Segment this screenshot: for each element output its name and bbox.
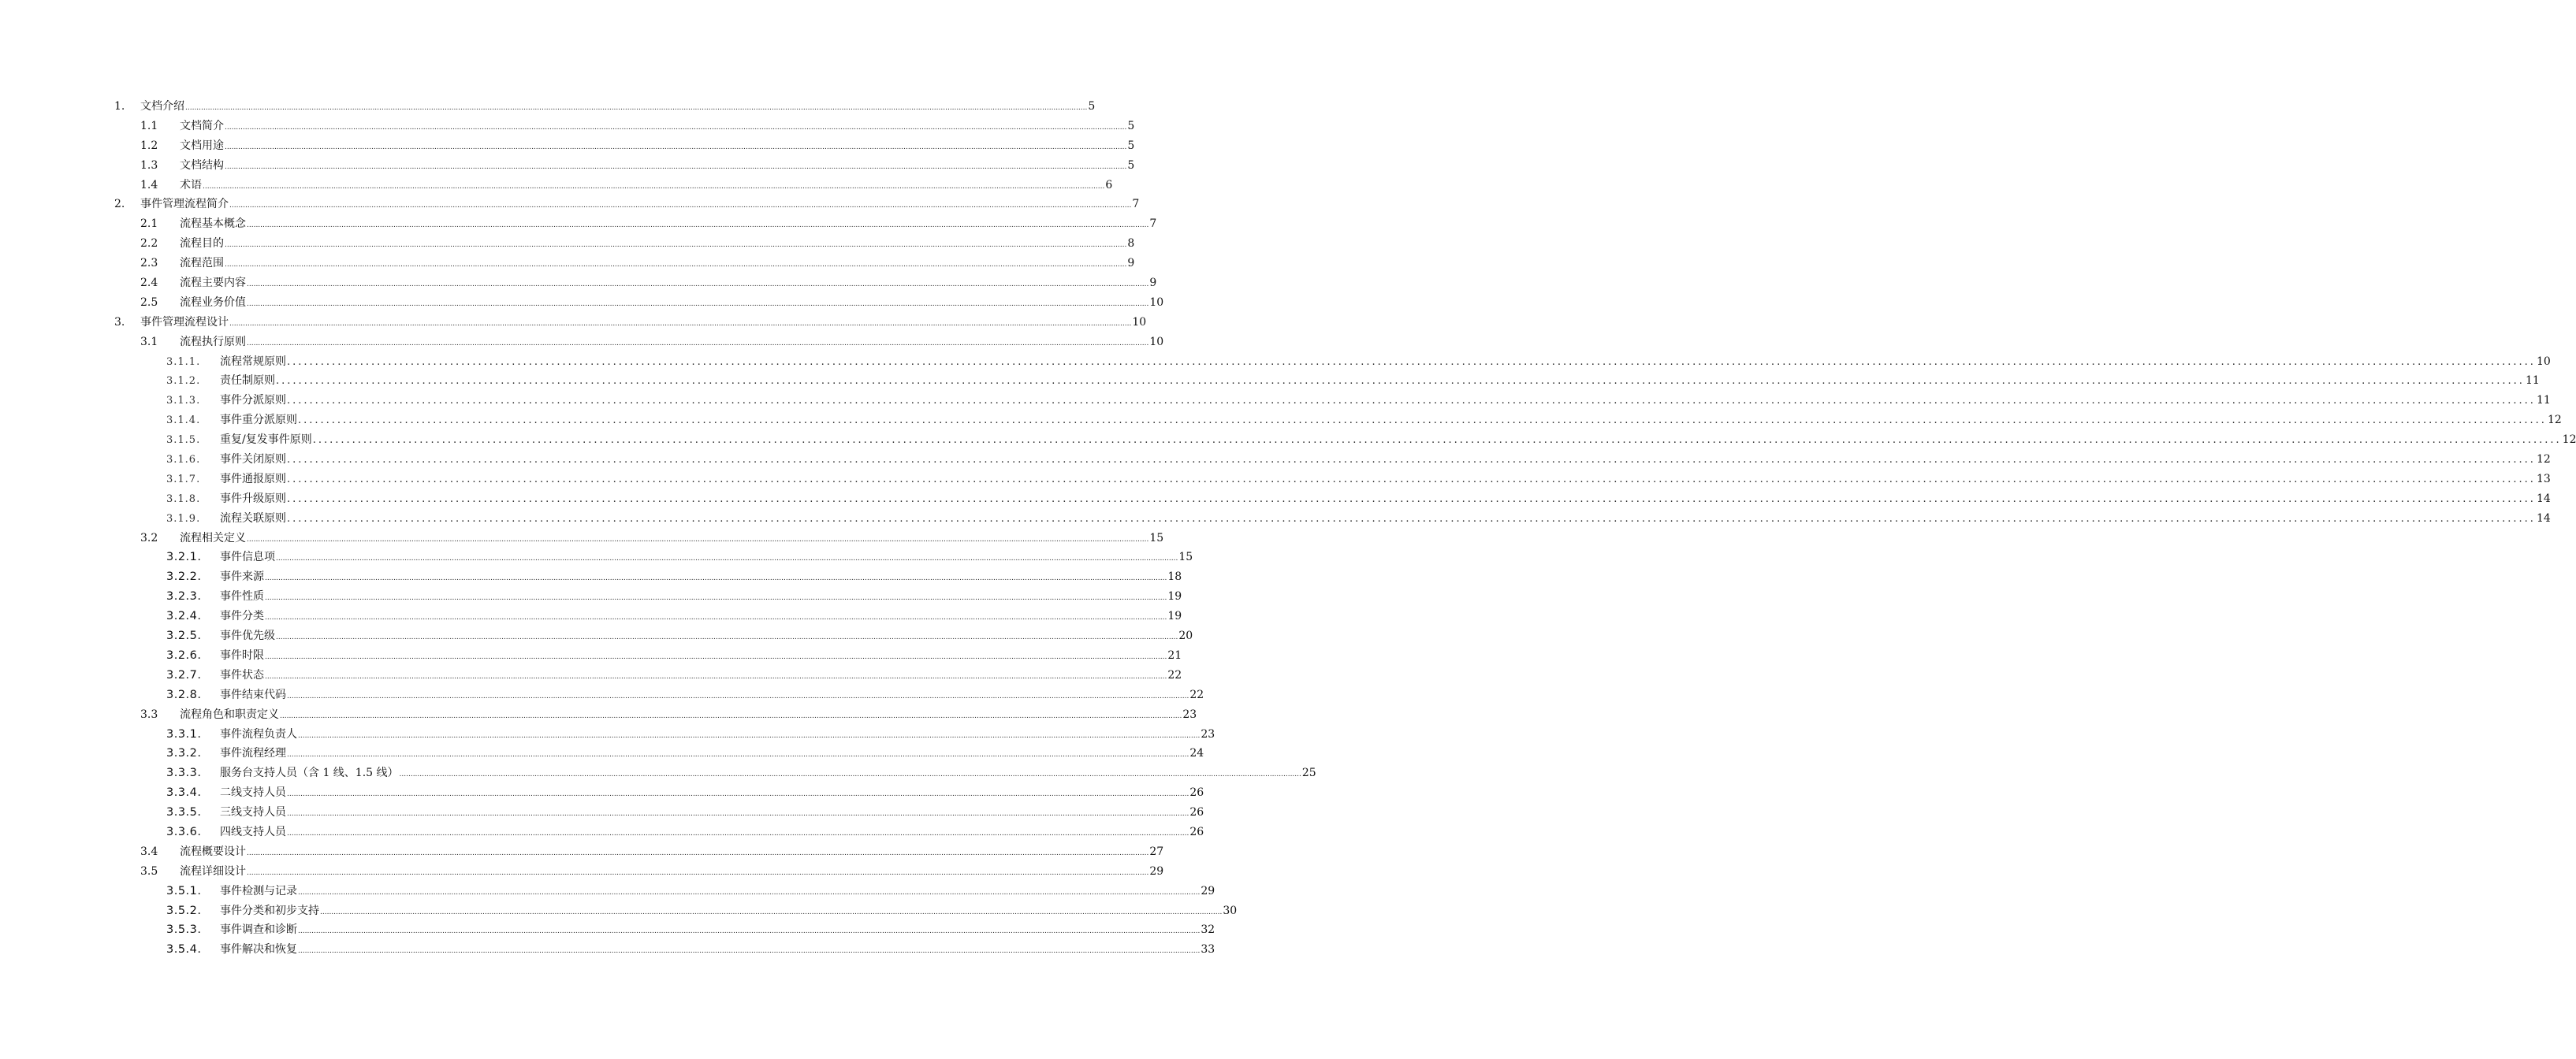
toc-entry-title: 流程关联原则: [220, 511, 286, 525]
toc-entry-title: 重复/复发事件原则: [220, 433, 312, 447]
toc-entry[interactable]: [114, 882, 1215, 902]
toc-entry-number: 3.2.2.: [166, 570, 202, 584]
toc-entry-title: 事件升级原则: [220, 492, 286, 505]
toc-entry-number: 3.1.3.: [166, 395, 201, 407]
toc-dot-leader: ................................................................................................................................................................................................................................................................................................................................................................................................................: [287, 395, 2536, 407]
toc-dot-leader: ................................................................................................................................................................................................................................................................................................................................................................................................................: [203, 182, 1105, 191]
toc-entry-number: 3.2.1.: [166, 551, 202, 564]
toc-entry-title: 事件分类和初步支持: [220, 904, 319, 917]
toc-entry-page: 12: [2547, 414, 2562, 427]
toc-entry-page: 15: [1178, 551, 1193, 564]
toc-entry-title: 事件状态: [220, 668, 264, 682]
toc-entry-page: 9: [1127, 257, 1135, 270]
toc-entry[interactable]: [114, 568, 1182, 588]
toc-entry[interactable]: [114, 294, 1164, 314]
toc-entry-title: 流程概要设计: [180, 845, 246, 858]
toc-dot-leader: ................................................................................................................................................................................................................................................................................................................................................................................................................: [287, 692, 1189, 700]
toc-entry-number: 3.2.7.: [166, 668, 202, 682]
toc-entry-number: 2.5: [140, 295, 158, 309]
toc-dot-leader: ................................................................................................................................................................................................................................................................................................................................................................................................................: [287, 512, 2536, 525]
toc-entry-page: 12: [2562, 433, 2576, 447]
toc-entry-title: 二线支持人员: [220, 786, 286, 800]
toc-dot-leader: ................................................................................................................................................................................................................................................................................................................................................................................................................: [225, 123, 1127, 132]
toc-entry-number: 3.2.8.: [166, 688, 202, 701]
toc-dot-leader: ................................................................................................................................................................................................................................................................................................................................................................................................................: [280, 712, 1182, 720]
toc-entry-page: 7: [1149, 217, 1157, 231]
toc-entry-page: 11: [2536, 394, 2551, 407]
toc-entry-number: 3.1.2.: [166, 375, 201, 388]
toc-entry[interactable]: [114, 608, 1182, 627]
toc-dot-leader: ................................................................................................................................................................................................................................................................................................................................................................................................................: [265, 672, 1167, 681]
toc-dot-leader: ................................................................................................................................................................................................................................................................................................................................................................................................................: [276, 634, 1178, 642]
toc-entry-title: 事件管理流程设计: [140, 315, 229, 329]
toc-entry-title: 流程主要内容: [180, 277, 246, 290]
toc-entry[interactable]: [114, 431, 2576, 451]
toc-entry-title: 三线支持人员: [220, 806, 286, 819]
toc-entry-page: 14: [2536, 492, 2551, 505]
toc-entry-page: 5: [1127, 139, 1135, 152]
toc-dot-leader: ................................................................................................................................................................................................................................................................................................................................................................................................................: [287, 355, 2536, 368]
toc-entry-page: 5: [1127, 119, 1135, 132]
toc-entry[interactable]: [114, 863, 1164, 882]
toc-entry-page: 5: [1127, 158, 1135, 172]
toc-entry[interactable]: [114, 784, 1204, 804]
toc-entry-title: 流程详细设计: [180, 864, 246, 878]
toc-dot-leader: ................................................................................................................................................................................................................................................................................................................................................................................................................: [247, 299, 1149, 308]
toc-entry[interactable]: [114, 451, 2551, 470]
toc-entry[interactable]: [114, 548, 1193, 568]
toc-entry-number: 1.1: [140, 119, 158, 132]
toc-entry-title: 事件检测与记录: [220, 884, 297, 897]
toc-dot-leader: ................................................................................................................................................................................................................................................................................................................................................................................................................: [312, 434, 2562, 447]
toc-entry-title: 文档结构: [180, 158, 224, 172]
toc-entry-title: 文档介绍: [140, 100, 184, 113]
toc-entry-title: 事件流程经理: [220, 747, 286, 760]
toc-entry-page: 23: [1201, 727, 1215, 741]
toc-entry-title: 流程基本概念: [180, 217, 246, 231]
toc-entry-title: 流程目的: [180, 237, 224, 251]
toc-dot-leader: ................................................................................................................................................................................................................................................................................................................................................................................................................: [287, 829, 1189, 838]
toc-entry[interactable]: [114, 902, 1238, 922]
toc-dot-leader: ................................................................................................................................................................................................................................................................................................................................................................................................................: [265, 614, 1167, 622]
toc-entry-title: 文档简介: [180, 119, 224, 132]
toc-dot-leader: ................................................................................................................................................................................................................................................................................................................................................................................................................: [225, 261, 1127, 269]
toc-entry-page: 22: [1167, 668, 1182, 682]
toc-entry-title: 事件流程负责人: [220, 727, 297, 741]
toc-dot-leader: ................................................................................................................................................................................................................................................................................................................................................................................................................: [225, 162, 1127, 171]
toc-dot-leader: ................................................................................................................................................................................................................................................................................................................................................................................................................: [265, 652, 1167, 661]
toc-entry-page: 12: [2536, 453, 2551, 466]
toc-entry-number: 3.3.4.: [166, 786, 202, 800]
toc-entry-page: 23: [1182, 708, 1197, 721]
toc-entry-number: 3.3.6.: [166, 825, 202, 838]
toc-entry-page: 11: [2525, 374, 2540, 388]
toc-dot-leader: ................................................................................................................................................................................................................................................................................................................................................................................................................: [247, 535, 1149, 544]
toc-entry-number: 3.5: [140, 864, 158, 878]
toc-dot-leader: ................................................................................................................................................................................................................................................................................................................................................................................................................: [247, 221, 1149, 230]
toc-entry[interactable]: [114, 235, 1135, 255]
toc-entry-number: 3.2: [140, 531, 158, 544]
toc-entry-title: 流程业务价值: [180, 295, 246, 309]
toc-dot-leader: ................................................................................................................................................................................................................................................................................................................................................................................................................: [287, 454, 2536, 466]
toc-dot-leader: ................................................................................................................................................................................................................................................................................................................................................................................................................: [298, 731, 1201, 740]
toc-entry-title: 事件解决和恢复: [220, 943, 297, 957]
toc-entry-title: 流程执行原则: [180, 335, 246, 348]
toc-dot-leader: ................................................................................................................................................................................................................................................................................................................................................................................................................: [229, 319, 1132, 328]
toc-entry-page: 21: [1167, 648, 1182, 662]
toc-entry-number: 3.1.6.: [166, 454, 201, 466]
toc-entry-page: 9: [1149, 277, 1157, 290]
toc-entry[interactable]: [114, 215, 1157, 235]
toc-entry-title: 事件管理流程简介: [140, 198, 229, 211]
toc-dot-leader: ................................................................................................................................................................................................................................................................................................................................................................................................................: [399, 771, 1301, 779]
toc-entry-number: 2.4: [140, 277, 158, 290]
toc-entry[interactable]: [114, 764, 1316, 784]
toc-dot-leader: ................................................................................................................................................................................................................................................................................................................................................................................................................: [298, 414, 2547, 427]
toc-entry-number: 3.1.5.: [166, 434, 201, 447]
toc-entry[interactable]: [114, 823, 1204, 843]
toc-entry-number: 3.1.8.: [166, 492, 201, 505]
toc-entry[interactable]: [114, 490, 2551, 510]
toc-entry-page: 24: [1189, 747, 1204, 760]
toc-entry[interactable]: [114, 667, 1182, 686]
toc-entry-number: 3.1: [140, 335, 158, 348]
toc-entry-number: 2.2: [140, 237, 158, 251]
toc-entry[interactable]: [114, 117, 1135, 137]
toc-entry-number: 3.2.3.: [166, 590, 202, 604]
toc-entry[interactable]: [114, 411, 2562, 431]
toc-dot-leader: ................................................................................................................................................................................................................................................................................................................................................................................................................: [276, 375, 2525, 388]
toc-entry-page: 10: [2536, 355, 2551, 368]
toc-dot-leader: ................................................................................................................................................................................................................................................................................................................................................................................................................: [247, 868, 1149, 877]
toc-entry-page: 10: [1149, 335, 1164, 348]
toc-entry-title: 流程角色和职责定义: [180, 708, 279, 721]
toc-entry-title: 事件分派原则: [220, 394, 286, 407]
toc-entry-page: 32: [1201, 923, 1215, 937]
toc-dot-leader: ................................................................................................................................................................................................................................................................................................................................................................................................................: [247, 339, 1149, 347]
toc-entry-title: 事件来源: [220, 570, 264, 584]
toc-entry-number: 3.5.4.: [166, 943, 202, 957]
toc-entry[interactable]: [114, 372, 2540, 392]
toc-entry-page: 29: [1201, 884, 1215, 897]
toc-dot-leader: ................................................................................................................................................................................................................................................................................................................................................................................................................: [287, 473, 2536, 485]
toc-entry[interactable]: [114, 745, 1204, 764]
toc-dot-leader: ................................................................................................................................................................................................................................................................................................................................................................................................................: [287, 751, 1189, 760]
toc-entry[interactable]: [114, 510, 2551, 530]
toc-entry-page: 15: [1149, 531, 1164, 544]
toc-entry-number: 3.1.9.: [166, 512, 201, 525]
toc-dot-leader: ................................................................................................................................................................................................................................................................................................................................................................................................................: [247, 281, 1149, 289]
toc-entry-page: 6: [1105, 178, 1113, 191]
toc-entry-number: 1.: [114, 100, 125, 113]
toc-entry-number: 3.4: [140, 845, 158, 858]
toc-entry-page: 18: [1167, 570, 1182, 584]
toc-entry[interactable]: [114, 726, 1215, 745]
toc-entry-number: 2.1: [140, 217, 158, 231]
toc-dot-leader: ................................................................................................................................................................................................................................................................................................................................................................................................................: [287, 810, 1189, 819]
toc-entry[interactable]: [114, 137, 1135, 157]
toc-entry-title: 责任制原则: [220, 374, 275, 388]
toc-entry-title: 服务台支持人员（含 1 线、1.5 线）: [220, 767, 399, 780]
toc-entry[interactable]: [114, 157, 1135, 176]
toc-entry-page: 14: [2536, 511, 2551, 525]
toc-entry-title: 事件信息项: [220, 551, 275, 564]
toc-entry-page: 7: [1132, 198, 1140, 211]
toc-entry-number: 3.5.1.: [166, 884, 202, 897]
toc-entry-number: 3.3.5.: [166, 806, 202, 819]
toc-entry-number: 2.: [114, 198, 125, 211]
toc-entry[interactable]: [114, 98, 1096, 117]
toc-entry-title: 事件重分派原则: [220, 414, 297, 427]
toc-dot-leader: ................................................................................................................................................................................................................................................................................................................................................................................................................: [320, 908, 1223, 916]
toc-dot-leader: ................................................................................................................................................................................................................................................................................................................................................................................................................: [276, 555, 1178, 563]
toc-entry-page: 10: [1149, 295, 1164, 309]
toc-dot-leader: ................................................................................................................................................................................................................................................................................................................................................................................................................: [229, 202, 1132, 210]
toc-entry-title: 文档用途: [180, 139, 224, 152]
toc-entry-page: 19: [1167, 610, 1182, 623]
toc-entry-number: 3.3: [140, 708, 158, 721]
toc-entry-title: 四线支持人员: [220, 825, 286, 838]
toc-dot-leader: ................................................................................................................................................................................................................................................................................................................................................................................................................: [265, 594, 1167, 603]
toc-entry-title: 术语: [180, 178, 202, 191]
toc-dot-leader: ................................................................................................................................................................................................................................................................................................................................................................................................................: [265, 574, 1167, 583]
toc-dot-leader: ................................................................................................................................................................................................................................................................................................................................................................................................................: [287, 492, 2536, 505]
toc-entry-number: 3.5.2.: [166, 904, 202, 917]
toc-dot-leader: ................................................................................................................................................................................................................................................................................................................................................................................................................: [185, 104, 1088, 112]
toc-entry-number: 3.3.2.: [166, 747, 202, 760]
toc-entry-title: 事件性质: [220, 590, 264, 604]
toc-entry[interactable]: [114, 941, 1215, 961]
toc-entry-number: 1.4: [140, 178, 158, 191]
toc-entry-number: 3.2.6.: [166, 648, 202, 662]
toc-entry[interactable]: [114, 470, 2551, 490]
toc-entry-page: 25: [1301, 767, 1316, 780]
toc-entry-page: 8: [1127, 237, 1135, 251]
toc-entry[interactable]: [114, 333, 1164, 353]
toc-entry[interactable]: [114, 353, 2551, 373]
toc-entry-title: 事件时限: [220, 648, 264, 662]
toc-entry-title: 流程常规原则: [220, 355, 286, 368]
toc-entry-page: 19: [1167, 590, 1182, 604]
toc-dot-leader: ................................................................................................................................................................................................................................................................................................................................................................................................................: [298, 927, 1201, 936]
toc-dot-leader: ................................................................................................................................................................................................................................................................................................................................................................................................................: [298, 888, 1201, 897]
toc-entry[interactable]: [114, 588, 1182, 608]
toc-entry-title: 流程相关定义: [180, 531, 246, 544]
toc-entry-number: 1.3: [140, 158, 158, 172]
toc-entry-page: 26: [1189, 825, 1204, 838]
toc-entry-page: 27: [1149, 845, 1164, 858]
toc-dot-leader: ................................................................................................................................................................................................................................................................................................................................................................................................................: [247, 849, 1149, 857]
toc-entry[interactable]: [114, 392, 2551, 411]
toc-entry[interactable]: [114, 195, 1140, 215]
toc-dot-leader: ................................................................................................................................................................................................................................................................................................................................................................................................................: [225, 241, 1127, 250]
toc-entry-number: 3.2.4.: [166, 610, 202, 623]
toc-entry-number: 3.1.4.: [166, 414, 201, 427]
toc-entry-number: 3.2.5.: [166, 630, 202, 643]
toc-entry-title: 事件通报原则: [220, 472, 286, 485]
toc-entry[interactable]: [114, 706, 1197, 726]
toc-entry-page: 26: [1189, 806, 1204, 819]
toc-entry-number: 1.2: [140, 139, 158, 152]
toc-entry[interactable]: [114, 647, 1182, 667]
toc-entry-page: 10: [1132, 315, 1147, 329]
toc-entry[interactable]: [114, 843, 1164, 863]
toc-entry-title: 事件调查和诊断: [220, 923, 297, 937]
toc-entry[interactable]: [114, 530, 1164, 549]
toc-entry-page: 30: [1223, 904, 1238, 917]
toc-dot-leader: ................................................................................................................................................................................................................................................................................................................................................................................................................: [225, 143, 1127, 151]
toc-entry-page: 29: [1149, 864, 1164, 878]
toc-entry-title: 流程范围: [180, 257, 224, 270]
toc-entry[interactable]: [114, 686, 1204, 706]
toc-entry[interactable]: [114, 804, 1204, 823]
toc-entry-number: 3.: [114, 315, 125, 329]
toc-entry-page: 22: [1189, 688, 1204, 701]
toc-entry[interactable]: [114, 314, 1147, 333]
toc-entry[interactable]: [114, 255, 1135, 274]
toc-entry-title: 事件结束代码: [220, 688, 286, 701]
toc-entry[interactable]: [114, 921, 1215, 941]
toc-entry-number: 3.5.3.: [166, 923, 202, 937]
toc-entry-number: 3.3.3.: [166, 767, 202, 780]
toc-entry[interactable]: [114, 274, 1157, 294]
toc-entry-number: 3.1.1.: [166, 355, 201, 368]
toc-entry-title: 事件分类: [220, 610, 264, 623]
toc-entry-page: 26: [1189, 786, 1204, 800]
toc-entry-number: 2.3: [140, 257, 158, 270]
toc-entry[interactable]: [114, 176, 1113, 196]
toc-entry-title: 事件关闭原则: [220, 453, 286, 466]
toc-entry-page: 33: [1201, 943, 1215, 957]
toc-entry-title: 事件优先级: [220, 630, 275, 643]
toc-entry-page: 13: [2536, 472, 2551, 485]
toc-entry-page: 20: [1178, 630, 1193, 643]
toc-entry-number: 3.3.1.: [166, 727, 202, 741]
table-of-contents: [114, 98, 2576, 961]
toc-entry[interactable]: [114, 627, 1193, 647]
toc-entry-number: 3.1.7.: [166, 473, 201, 485]
toc-dot-leader: ................................................................................................................................................................................................................................................................................................................................................................................................................: [298, 947, 1201, 956]
toc-entry-page: 5: [1088, 100, 1096, 113]
toc-dot-leader: ................................................................................................................................................................................................................................................................................................................................................................................................................: [287, 790, 1189, 799]
